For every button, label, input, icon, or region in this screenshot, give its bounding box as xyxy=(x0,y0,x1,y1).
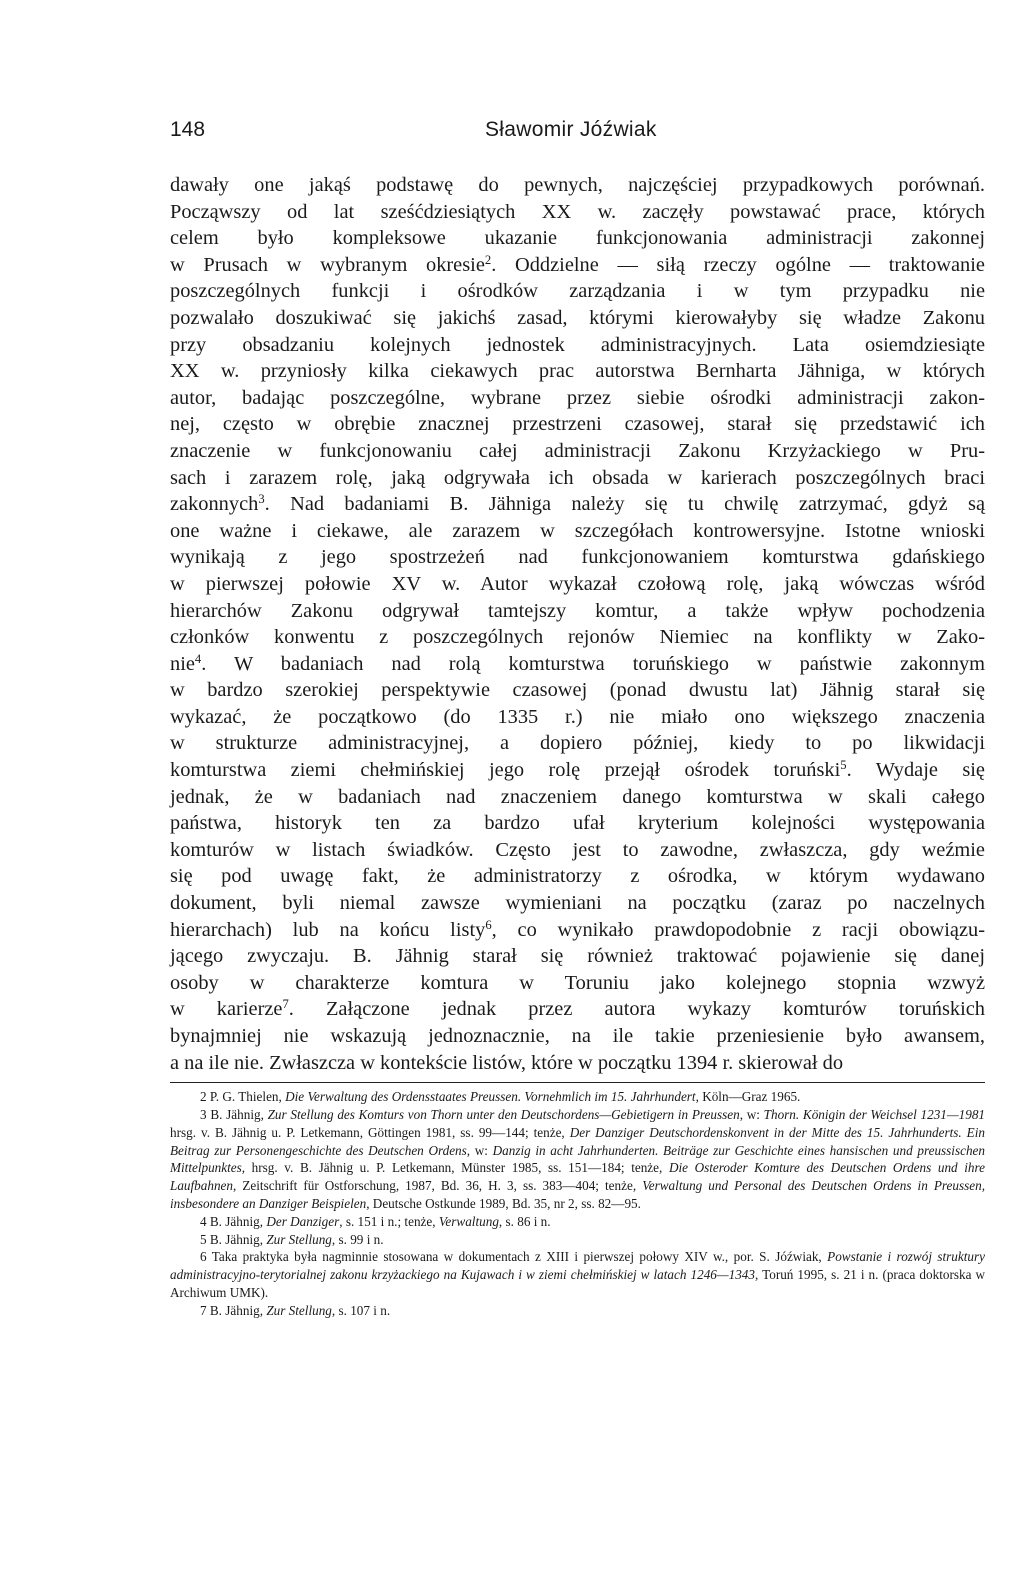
page-header xyxy=(170,118,985,148)
text-line: wynikają z jego spostrzeżeń nad funkcjonowaniem komturstwa gdańskiego xyxy=(170,546,985,569)
text-line: poszczególnych funkcji i ośrodków zarządzania i w tym przypadku nie xyxy=(170,280,985,303)
footnote-text: , w: xyxy=(466,1142,493,1158)
footnote-title: Zur Stellung xyxy=(266,1231,332,1247)
footnote-title: Verwaltung und Personal des Deutschen Ordens in Preussen, insbesondere an Danziger Beispielen xyxy=(170,1178,985,1211)
text-segment: Nad badaniami B. Jähniga należy się tu chwilę zatrzymać, gdyż są xyxy=(290,493,985,516)
footnote-ref: 7 xyxy=(282,997,289,1012)
footnote-2 xyxy=(170,1088,985,1106)
text-line: się pod uwagę fakt, że administratorzy z ośrodka, w którym wydawano xyxy=(170,865,985,888)
footnote-number: 4 xyxy=(200,1213,207,1229)
text-segment: w Prusach w wybranym okresie xyxy=(170,253,485,276)
text-line: one ważne i ciekawe, ale zarazem w szczegółach kontrowersyjne. Istotne wnioski xyxy=(170,519,985,542)
text-line: autor, badając poszczególne, wybrane przez siebie ośrodki administracji zakon- xyxy=(170,386,985,409)
text-line: przy obsadzaniu kolejnych jednostek administracyjnych. Lata osiemdziesiąte xyxy=(170,333,985,356)
footnote-text: B. Jähnig, xyxy=(210,1106,268,1122)
text-line: jednak, że w badaniach nad znaczeniem danego komturstwa w skali całego xyxy=(170,785,985,808)
footnote-text: , w: xyxy=(739,1106,764,1122)
running-head-author: Sławomir Jóźwiak xyxy=(485,118,657,141)
footnote-number: 7 xyxy=(200,1302,207,1318)
text-line: w Prusach w wybranym okresie$^2$. Oddzielne — siłą rzeczy ogólne — traktowanie xyxy=(170,252,985,276)
text-segment: komturstwa ziemi chełmińskiej jego rolę przejął ośrodek toruński xyxy=(170,759,841,782)
footnote-title: Der Danziger Deutschordenskonvent in der Mitte des 15. Jahrhunderts. Ein Beitrag zur Personengeschichte des Deutschen Ordens xyxy=(170,1124,985,1158)
text-segment: W badaniach nad rolą komturstwa toruńskiego w państwie zakonnym xyxy=(233,652,986,675)
text-line: w pierwszej połowie XV w. Autor wykazał czołową rolę, jaką wówczas wśród xyxy=(170,572,985,595)
footnote-6 xyxy=(170,1248,985,1301)
footnote-text: , Zeitschrift für Ostforschung, 1987, Bd. 36, H. 3, ss. 383—404; tenże, xyxy=(233,1178,643,1194)
text-line: Począwszy od lat sześćdziesiątych XX w. zaczęły powstawać prace, których xyxy=(170,200,985,223)
footnote-text: , s. 107 i n. xyxy=(331,1302,391,1318)
footnote-ref: 5 xyxy=(840,758,847,773)
text-line: a na ile nie. Zwłaszcza w kontekście listów, które w początku 1394 r. skierował do xyxy=(170,1051,844,1074)
text-line: osoby w charakterze komtura w Toruniu jako kolejnego stopnia wzwyż xyxy=(170,971,985,994)
text-line: w bardzo szerokiej perspektywie czasowej (ponad dwustu lat) Jähnig starał się xyxy=(170,679,985,702)
footnote-text: , hrsg. v. B. Jähnig u. P. Letkemann, Münster 1985, ss. 151—184; tenże, xyxy=(241,1160,669,1176)
text-line: wykazać, że początkowo (do 1335 r.) nie miało ono większego znaczenia xyxy=(170,705,985,728)
footnote-number: 6 xyxy=(200,1249,207,1265)
text-line: zakonnych$^3$. Nad badaniami B. Jähniga należy się tu chwilę zatrzymać, gdyż są xyxy=(170,492,985,516)
text-line: komturów w listach świadków. Często jest to zawodne, zwłaszcza, gdy weźmie xyxy=(170,838,985,861)
text-segment: nie xyxy=(170,652,195,675)
text-segment: w karierze xyxy=(170,998,283,1021)
footnote-text: B. Jähnig, xyxy=(209,1213,267,1229)
footnote-text: Taka praktyka była nagminnie stosowana w dokumentach z XIII i pierwszej połowy XIV w., por. S. Jóźwiak, xyxy=(211,1249,828,1265)
text-line: XX w. przyniosły kilka ciekawych prac autorstwa Bernharta Jähniga, w których xyxy=(170,360,985,383)
footnote-text: , Toruń 1995, s. 21 i n. (praca doktorska w Archiwum UMK). xyxy=(170,1267,985,1300)
footnote-text: , s. 99 i n. xyxy=(331,1231,384,1247)
footnote-text: hrsg. v. B. Jähnig u. P. Letkemann, Göttingen 1981, ss. 99—144; tenże, xyxy=(170,1124,570,1140)
text-line: nej, często w obrębie znacznej przestrzeni czasowej, starał się przedstawić ich xyxy=(170,413,985,436)
footnote-title: Verwaltung xyxy=(438,1213,499,1229)
text-segment: Oddzielne — siłą rzeczy ogólne — traktowanie xyxy=(514,253,985,276)
text-line: sach i zarazem rolę, jaką odgrywała ich obsada w karierach poszczególnych braci xyxy=(170,466,985,489)
text-segment: zakonnych xyxy=(170,493,259,516)
text-line: jącego zwyczaju. B. Jähnig starał się również traktować pojawienie się danej xyxy=(170,945,985,968)
footnote-title: Thorn. Königin der Weichsel 1231—1981 xyxy=(763,1106,986,1122)
footnote-text: , s. 151 i n.; tenże, xyxy=(339,1213,439,1229)
footnote-number: 5 xyxy=(200,1231,207,1247)
footnote-number: 3 xyxy=(200,1106,207,1122)
footnote-title: Die Verwaltung des Ordensstaates Preussen. Vornehmlich im 15. Jahrhundert xyxy=(285,1089,696,1105)
text-line: nie$^4$. W badaniach nad rolą komturstwa toruńskiego w państwie zakonnym xyxy=(170,651,986,675)
footnote-title: Der Danziger xyxy=(266,1213,340,1229)
main-text xyxy=(170,172,985,1076)
footnote-ref: 4 xyxy=(194,651,202,666)
text-line: w strukturze administracyjnej, a dopiero później, kiedy to po likwidacji xyxy=(170,732,985,755)
footnote-divider xyxy=(170,1082,985,1083)
footnote-ref: 3 xyxy=(258,492,265,507)
footnote-number: 2 xyxy=(200,1089,207,1105)
footnote-text: , Köln—Graz 1965. xyxy=(695,1089,801,1105)
footnote-title: Zur Stellung xyxy=(266,1302,332,1318)
footnote-title: Danzig in acht Jahrhunderten. Beiträge zur Geschichte eines hansischen und preussischen Mittelpunktes xyxy=(170,1142,985,1176)
footnote-text: B. Jähnig, xyxy=(209,1231,267,1247)
footnote-text: P. G. Thielen, xyxy=(209,1089,286,1105)
page-number: 148 xyxy=(170,118,206,141)
text-line xyxy=(170,917,985,944)
footnotes xyxy=(170,1088,985,1319)
text-line: państwa, historyk ten za bardzo ufał kryterium kolejności występowania xyxy=(170,812,985,835)
footnote-title: Die Osteroder Komture des Deutschen Ordens und ihre Laufbahnen xyxy=(170,1160,985,1194)
text-line: bynajmniej nie wskazują jednoznacznie, na ile takie przeniesienie było awansem, xyxy=(170,1025,985,1047)
text-segment: Załączone jednak przez autora wykazy komturów toruńskich xyxy=(325,998,985,1021)
text-line: hierarchów Zakonu odgrywał tamtejszy komtur, a także wpływ pochodzenia xyxy=(170,599,985,622)
text-segment: hierarchach) lub na końcu listy xyxy=(170,918,486,941)
footnote-4 xyxy=(170,1213,985,1231)
footnote-5 xyxy=(170,1231,985,1249)
text-line: dawały one jakąś podstawę do pewnych, najczęściej przypadkowych porównań. xyxy=(170,174,985,196)
text-line: znaczenie w funkcjonowaniu całej administracji Zakonu Krzyżackiego w Pru- xyxy=(170,439,985,462)
footnote-text: B. Jähnig, xyxy=(209,1302,267,1318)
footnote-text: , s. 86 i n. xyxy=(498,1213,551,1229)
footnote-title: Zur Stellung des Komturs von Thorn unter den Deutschordens—Gebietigern in Preussen xyxy=(267,1106,740,1122)
text-segment: Wydaje się xyxy=(875,759,985,782)
footnote-3 xyxy=(170,1106,985,1213)
footnote-ref: 6 xyxy=(485,917,492,932)
text-line: w karierze$^7$. Załączone jednak przez autora wykazy komturów toruńskich xyxy=(170,997,985,1021)
text-segment: , co wynikało prawdopodobnie z racji obowiązu- xyxy=(491,918,985,941)
text-line: pozwalało doszukiwać się jakichś zasad, którymi kierowałyby się władze Zakonu xyxy=(170,306,985,329)
text-line: komturstwa ziemi chełmińskiej jego rolę przejął ośrodek toruński$^5$. Wydaje się xyxy=(170,758,985,782)
footnote-ref: 2 xyxy=(484,252,492,267)
text-line: celem było kompleksowe ukazanie funkcjonowania administracji zakonnej xyxy=(170,227,985,250)
footnote-text: , Deutsche Ostkunde 1989, Bd. 35, nr 2, ss. 82—95. xyxy=(366,1195,641,1211)
footnote-title: Powstanie i rozwój struktury administracyjno-terytorialnej zakonu krzyżackiego na Kujawach i w ziemi chełmińskiej w latach 1246—1343 xyxy=(170,1249,985,1283)
footnote-7 xyxy=(170,1302,985,1320)
book-page xyxy=(170,118,985,1320)
text-line: dokument, byli niemal zawsze wymieniani na początku (zaraz po naczelnych xyxy=(170,892,985,915)
text-line: członków konwentu z poszczególnych rejonów Niemiec na konflikty w Zako- xyxy=(170,626,985,649)
